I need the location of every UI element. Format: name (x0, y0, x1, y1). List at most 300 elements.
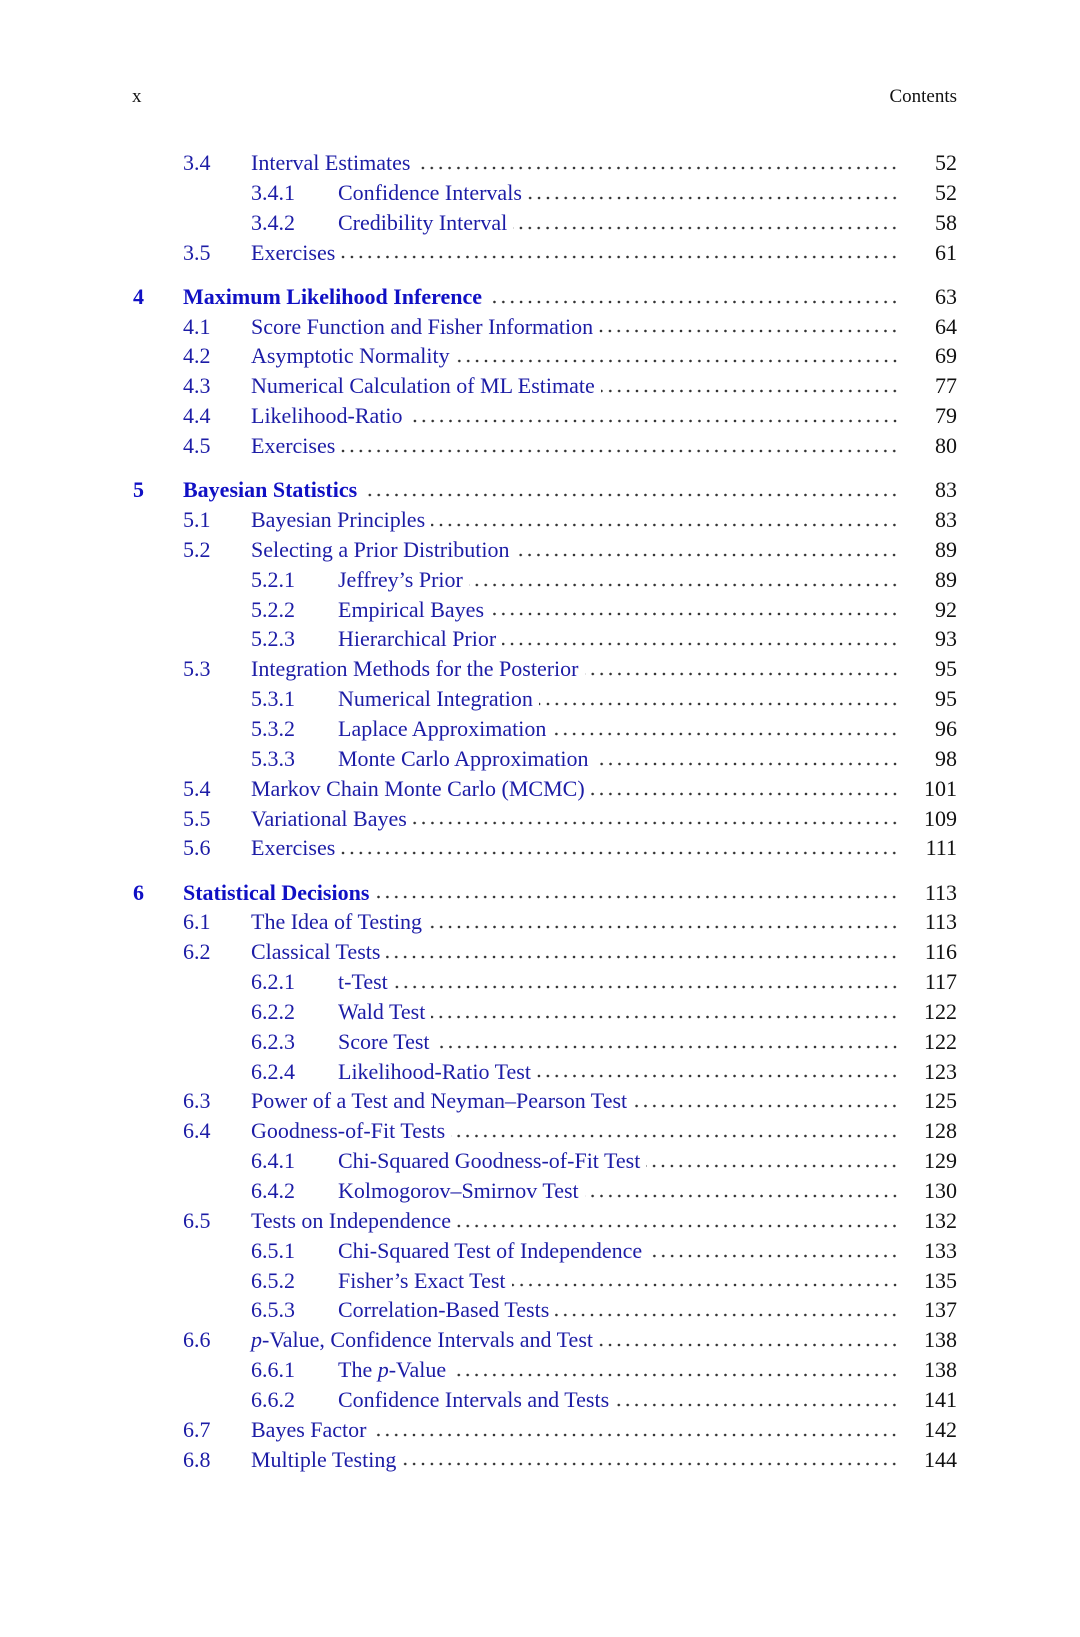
entry-title-link[interactable] (251, 774, 591, 804)
dot-leader (372, 1433, 899, 1437)
entry-number: 6.2 (183, 939, 211, 965)
dot-leader (585, 1194, 899, 1198)
entry-page-number: 89 (935, 566, 957, 592)
entry-title-link[interactable] (338, 1146, 646, 1176)
entry-title-link[interactable] (251, 431, 341, 461)
toc-subsection-entry[interactable] (0, 1295, 1080, 1325)
entry-line (251, 505, 899, 535)
entry-page-number: 132 (924, 1207, 957, 1233)
entry-title-part: Numerical Calculation of ML Estimate (251, 373, 595, 399)
toc-chapter-entry[interactable] (0, 878, 1080, 908)
entry-line (338, 684, 899, 714)
toc-subsection-entry[interactable] (0, 744, 1080, 774)
table-of-contents (0, 148, 1080, 1474)
entry-title-part: t-Test (338, 969, 388, 995)
toc-chapter-entry[interactable] (0, 475, 1080, 505)
entry-line (251, 1116, 899, 1146)
dot-leader (386, 955, 899, 959)
toc-subsection-entry[interactable] (0, 1266, 1080, 1296)
toc-section-entry[interactable] (0, 833, 1080, 863)
toc-subsection-entry[interactable] (0, 1027, 1080, 1057)
entry-title-part: Bayesian Statistics (183, 477, 358, 503)
entry-title-part: -Value, Confidence Intervals and Test (262, 1327, 593, 1353)
toc-section-entry[interactable] (0, 238, 1080, 268)
entry-number: 5.2.3 (251, 626, 295, 652)
entry-line (338, 1385, 899, 1415)
entry-line (251, 937, 899, 967)
toc-section-entry[interactable] (0, 148, 1080, 178)
running-header-title: Contents (889, 86, 957, 107)
entry-page-number: 69 (935, 343, 957, 369)
entry-line (251, 907, 899, 937)
entry-page-number: 109 (924, 805, 957, 831)
entry-number: 4 (133, 283, 144, 309)
entry-title-link[interactable] (251, 148, 416, 178)
entry-number: 4.5 (183, 432, 211, 458)
entry-line (251, 535, 899, 565)
entry-title-link[interactable] (183, 878, 375, 908)
entry-number: 6.4.1 (251, 1148, 295, 1174)
toc-section-entry[interactable] (0, 1116, 1080, 1146)
entry-line (251, 654, 899, 684)
dot-leader (539, 702, 899, 706)
dot-leader (490, 612, 899, 616)
toc-section-entry[interactable] (0, 1445, 1080, 1475)
entry-line (183, 475, 899, 505)
entry-page-number: 92 (935, 596, 957, 622)
entry-page-number: 111 (925, 835, 957, 861)
entry-line (338, 1266, 899, 1296)
toc-subsection-entry[interactable] (0, 595, 1080, 625)
toc-chapter-entry[interactable] (0, 282, 1080, 312)
entry-page-number: 141 (924, 1386, 957, 1412)
entry-page-number: 52 (935, 150, 957, 175)
entry-title-link[interactable] (338, 208, 513, 238)
entry-title-link[interactable] (251, 401, 409, 431)
entry-number: 6.5 (183, 1207, 211, 1233)
entry-page-number: 95 (935, 656, 957, 682)
entry-title-link[interactable] (251, 1206, 457, 1236)
entry-title-part: Confidence Intervals (338, 179, 522, 205)
entry-line (338, 208, 899, 238)
dot-leader (402, 1462, 899, 1466)
entry-line (251, 774, 899, 804)
entry-page-number: 144 (924, 1446, 957, 1472)
entry-title-link[interactable] (338, 1295, 555, 1325)
entry-title-part: Monte Carlo Approximation (338, 745, 589, 771)
entry-line (251, 238, 899, 268)
entry-title-part: Score Function and Fisher Information (251, 313, 594, 339)
entry-title-part: Variational Bayes (251, 805, 407, 831)
toc-section-entry[interactable] (0, 341, 1080, 371)
dot-leader (528, 196, 899, 200)
entry-title-part: Chi-Squared Test of Independence (338, 1237, 643, 1263)
entry-line (251, 1415, 899, 1445)
entry-title-link[interactable] (183, 475, 363, 505)
entry-page-number: 80 (935, 432, 957, 458)
entry-title-link[interactable] (338, 624, 502, 654)
entry-title-link[interactable] (338, 1355, 452, 1385)
entry-number: 4.3 (183, 373, 211, 399)
entry-title-part: Interval Estimates (251, 150, 411, 175)
entry-page-number: 93 (935, 626, 957, 652)
entry-number: 6.6 (183, 1327, 211, 1353)
entry-title-part: Selecting a Prior Distribution (251, 536, 510, 562)
entry-title-part: Maximum Likelihood Inference (183, 283, 483, 309)
dot-leader (409, 419, 899, 423)
entry-line (338, 967, 899, 997)
entry-title-part: Markov Chain Monte Carlo (MCMC) (251, 775, 585, 801)
toc-section-entry[interactable] (0, 535, 1080, 565)
toc-section-entry[interactable] (0, 505, 1080, 535)
dot-leader (601, 389, 899, 393)
entry-title-part: Confidence Intervals and Tests (338, 1386, 610, 1412)
dot-leader (591, 792, 899, 796)
dot-leader (452, 1373, 899, 1377)
entry-title-part: Hierarchical Prior (338, 626, 497, 652)
dot-leader (515, 553, 899, 557)
entry-title-part: The Idea of Testing (251, 909, 422, 935)
entry-title-link[interactable] (338, 684, 539, 714)
entry-title-link[interactable] (338, 1057, 537, 1087)
toc-section-entry[interactable] (0, 1415, 1080, 1445)
entry-number: 6.4 (183, 1118, 211, 1144)
entry-page-number: 117 (924, 969, 957, 995)
entry-title-link[interactable] (338, 1385, 615, 1415)
entry-title-part: Integration Methods for the Posterior (251, 656, 579, 682)
entry-line (338, 1027, 899, 1057)
toc-subsection-entry[interactable] (0, 565, 1080, 595)
entry-title-part: Power of a Test and Neyman–Pearson Test (251, 1088, 628, 1114)
entry-title-link[interactable] (251, 1445, 402, 1475)
entry-page-number: 58 (935, 209, 957, 235)
entry-line (338, 565, 899, 595)
entry-title-part: Credibility Interval (338, 209, 508, 235)
dot-leader (341, 449, 899, 453)
entry-page-number: 138 (924, 1357, 957, 1383)
entry-page-number: 123 (924, 1058, 957, 1084)
toc-subsection-entry[interactable] (0, 1146, 1080, 1176)
entry-number: 4.4 (183, 403, 211, 429)
entry-number: 3.4.1 (251, 179, 295, 205)
entry-number: 6.6.2 (251, 1386, 295, 1412)
entry-page-number: 142 (924, 1416, 957, 1442)
entry-title-link[interactable] (338, 744, 595, 774)
entry-page-number: 101 (924, 775, 957, 801)
entry-title-link[interactable] (251, 907, 428, 937)
entry-line (251, 1086, 899, 1116)
entry-title-part: Jeffrey’s Prior (338, 566, 463, 592)
entry-title-link[interactable] (338, 1176, 585, 1206)
entry-line (251, 312, 899, 342)
toc-section-entry[interactable] (0, 1325, 1080, 1355)
entry-title-part: Tests on Independence (251, 1207, 452, 1233)
toc-section-entry[interactable] (0, 774, 1080, 804)
entry-title-part: Chi-Squared Goodness-of-Fit Test (338, 1148, 641, 1174)
entry-number: 5.4 (183, 775, 211, 801)
entry-page-number: 95 (935, 686, 957, 712)
dot-leader (375, 895, 899, 899)
entry-number: 5.5 (183, 805, 211, 831)
entry-page-number: 113 (924, 909, 957, 935)
entry-page-number: 116 (924, 939, 957, 965)
entry-title-link[interactable] (338, 178, 528, 208)
entry-number: 6.7 (183, 1416, 211, 1442)
entry-line (251, 1445, 899, 1475)
entry-number: 4.2 (183, 343, 211, 369)
entry-title-part: -Value (388, 1357, 447, 1383)
entry-number: 5 (133, 477, 144, 503)
dot-leader (431, 1015, 899, 1019)
entry-title-link[interactable] (338, 997, 431, 1027)
toc-subsection-entry[interactable] (0, 967, 1080, 997)
toc-section-entry[interactable] (0, 401, 1080, 431)
entry-title-part: Numerical Integration (338, 686, 533, 712)
entry-line (251, 148, 899, 178)
entry-number: 3.5 (183, 239, 211, 265)
toc-subsection-entry[interactable] (0, 1176, 1080, 1206)
dot-leader (552, 732, 899, 736)
toc-subsection-entry[interactable] (0, 1385, 1080, 1415)
entry-title-link[interactable] (338, 595, 490, 625)
toc-section-entry[interactable] (0, 804, 1080, 834)
entry-title-part: Fisher’s Exact Test (338, 1267, 506, 1293)
toc-subsection-entry[interactable] (0, 178, 1080, 208)
dot-leader (413, 821, 899, 825)
dot-leader (595, 762, 899, 766)
entry-title-link[interactable] (251, 804, 413, 834)
entry-page-number: 138 (924, 1327, 957, 1353)
dot-leader (646, 1164, 899, 1168)
entry-page-number: 135 (924, 1267, 957, 1293)
entry-page-number: 122 (924, 1028, 957, 1054)
entry-line (251, 1206, 899, 1236)
dot-leader (585, 672, 900, 676)
entry-title-part: Kolmogorov–Smirnov Test (338, 1178, 579, 1204)
entry-line (183, 282, 899, 312)
dot-leader (431, 523, 899, 527)
entry-number: 3.4.2 (251, 209, 295, 235)
entry-line (338, 624, 899, 654)
dot-leader (416, 166, 899, 170)
toc-subsection-entry[interactable] (0, 684, 1080, 714)
entry-number: 5.3.2 (251, 715, 295, 741)
dot-leader (488, 300, 899, 304)
entry-line (251, 341, 899, 371)
entry-line (338, 1295, 899, 1325)
entry-number: 4.1 (183, 313, 211, 339)
entry-number: 6.2.1 (251, 969, 295, 995)
entry-title-part: Bayes Factor (251, 1416, 367, 1442)
entry-number: 5.3 (183, 656, 211, 682)
entry-number: 6.4.2 (251, 1178, 295, 1204)
entry-number: 5.2 (183, 536, 211, 562)
entry-number: 6.2.2 (251, 998, 295, 1024)
dot-leader (502, 642, 899, 646)
entry-title-part: Exercises (251, 239, 336, 265)
entry-title-part: Laplace Approximation (338, 715, 547, 741)
dot-leader (394, 985, 899, 989)
dot-leader (428, 925, 899, 929)
entry-line (338, 714, 899, 744)
entry-title-part: Wald Test (338, 998, 426, 1024)
toc-section-entry[interactable] (0, 431, 1080, 461)
entry-line (338, 1236, 899, 1266)
entry-title-part: Goodness-of-Fit Tests (251, 1118, 446, 1144)
entry-page-number: 130 (924, 1178, 957, 1204)
dot-leader (615, 1403, 899, 1407)
entry-page-number: 63 (935, 283, 957, 309)
toc-subsection-entry[interactable] (0, 208, 1080, 238)
entry-title-link[interactable] (338, 1236, 648, 1266)
entry-title-link[interactable] (251, 1325, 599, 1355)
entry-number: 6.2.4 (251, 1058, 295, 1084)
entry-title-link[interactable] (251, 312, 599, 342)
entry-number: 5.3.1 (251, 686, 295, 712)
entry-title-link[interactable] (338, 714, 552, 744)
entry-title-link[interactable] (251, 341, 456, 371)
dot-leader (451, 1134, 899, 1138)
entry-title-part: Exercises (251, 432, 336, 458)
toc-section-entry[interactable] (0, 907, 1080, 937)
dot-leader (363, 493, 899, 497)
dot-leader (436, 1045, 899, 1049)
toc-section-entry[interactable] (0, 937, 1080, 967)
entry-line (338, 1176, 899, 1206)
entry-number: 6.5.2 (251, 1267, 295, 1293)
toc-subsection-entry[interactable] (0, 1355, 1080, 1385)
entry-title-link[interactable] (251, 1415, 372, 1445)
entry-page-number: 98 (935, 745, 957, 771)
entry-number: 6 (133, 879, 144, 905)
entry-title-part: Exercises (251, 835, 336, 861)
entry-title-link[interactable] (251, 1116, 451, 1146)
entry-number: 6.5.3 (251, 1297, 295, 1323)
entry-line (251, 431, 899, 461)
entry-line (183, 878, 899, 908)
entry-number: 6.1 (183, 909, 211, 935)
entry-title-link[interactable] (338, 1027, 436, 1057)
toc-section-entry[interactable] (0, 1086, 1080, 1116)
entry-title-link[interactable] (251, 535, 515, 565)
entry-number: 6.6.1 (251, 1357, 295, 1383)
entry-page-number: 64 (935, 313, 957, 339)
entry-page-number: 122 (924, 998, 957, 1024)
dot-leader (456, 359, 899, 363)
entry-page-number: 133 (924, 1237, 957, 1263)
entry-line (338, 1057, 899, 1087)
entry-page-number: 96 (935, 715, 957, 741)
entry-title-part: Classical Tests (251, 939, 381, 965)
dot-leader (555, 1313, 899, 1317)
dot-leader (513, 226, 899, 230)
entry-line (338, 1355, 899, 1385)
entry-line (251, 371, 899, 401)
entry-title-link[interactable] (338, 1266, 512, 1296)
entry-number: 6.3 (183, 1088, 211, 1114)
entry-title-part: Likelihood-Ratio Test (338, 1058, 531, 1084)
entry-number: 6.5.1 (251, 1237, 295, 1263)
entry-line (338, 997, 899, 1027)
dot-leader (599, 1343, 899, 1347)
entry-number: 5.3.3 (251, 745, 295, 771)
entry-title-link[interactable] (251, 238, 341, 268)
dot-leader (599, 329, 899, 333)
entry-title-link[interactable] (251, 1086, 633, 1116)
entry-title-link[interactable] (251, 505, 431, 535)
dot-leader (469, 583, 899, 587)
entry-page-number: 83 (935, 477, 957, 503)
entry-page-number: 125 (924, 1088, 957, 1114)
dot-leader (341, 255, 899, 259)
dot-leader (457, 1224, 899, 1228)
entry-page-number: 52 (935, 179, 957, 205)
entry-title-part: Likelihood-Ratio (251, 403, 403, 429)
entry-number: 5.2.1 (251, 566, 295, 592)
entry-title-part: Asymptotic Normality (251, 343, 450, 369)
entry-number: 3.4 (183, 150, 211, 175)
entry-number: 5.2.2 (251, 596, 295, 622)
entry-title-link[interactable] (338, 967, 394, 997)
entry-title-part: The (338, 1357, 378, 1383)
entry-title-link[interactable] (251, 833, 341, 863)
toc-subsection-entry[interactable] (0, 624, 1080, 654)
entry-line (338, 595, 899, 625)
dot-leader (633, 1104, 899, 1108)
dot-leader (648, 1254, 899, 1258)
entry-page-number: 61 (935, 239, 957, 265)
dot-leader (512, 1283, 899, 1287)
entry-line (251, 833, 899, 863)
entry-number: 6.8 (183, 1446, 211, 1472)
page-number-roman: x (132, 86, 142, 107)
toc-subsection-entry[interactable] (0, 714, 1080, 744)
entry-page-number: 83 (935, 507, 957, 533)
toc-section-entry[interactable] (0, 312, 1080, 342)
entry-page-number: 79 (935, 403, 957, 429)
toc-subsection-entry[interactable] (0, 1057, 1080, 1087)
dot-leader (537, 1074, 899, 1078)
entry-page-number: 77 (935, 373, 957, 399)
entry-line (338, 178, 899, 208)
toc-subsection-entry[interactable] (0, 997, 1080, 1027)
entry-number: 6.2.3 (251, 1028, 295, 1054)
entry-line (251, 804, 899, 834)
toc-section-entry[interactable] (0, 1206, 1080, 1236)
entry-page-number: 129 (924, 1148, 957, 1174)
entry-title-link[interactable] (251, 937, 386, 967)
entry-page-number: 128 (924, 1118, 957, 1144)
entry-title-link[interactable] (183, 282, 488, 312)
entry-title-part: Multiple Testing (251, 1446, 397, 1472)
toc-subsection-entry[interactable] (0, 1236, 1080, 1266)
dot-leader (341, 851, 899, 855)
entry-title-italic-part: p (377, 1357, 389, 1383)
entry-title-part: Statistical Decisions (183, 879, 370, 905)
entry-line (251, 401, 899, 431)
entry-number: 5.1 (183, 507, 211, 533)
toc-section-entry[interactable] (0, 654, 1080, 684)
entry-title-link[interactable] (338, 565, 469, 595)
entry-title-link[interactable] (251, 654, 585, 684)
entry-title-link[interactable] (251, 371, 601, 401)
toc-section-entry[interactable] (0, 371, 1080, 401)
entry-page-number: 89 (935, 536, 957, 562)
entry-line (251, 1325, 899, 1355)
entry-line (338, 1146, 899, 1176)
entry-page-number: 113 (924, 879, 957, 905)
entry-page-number: 137 (924, 1297, 957, 1323)
